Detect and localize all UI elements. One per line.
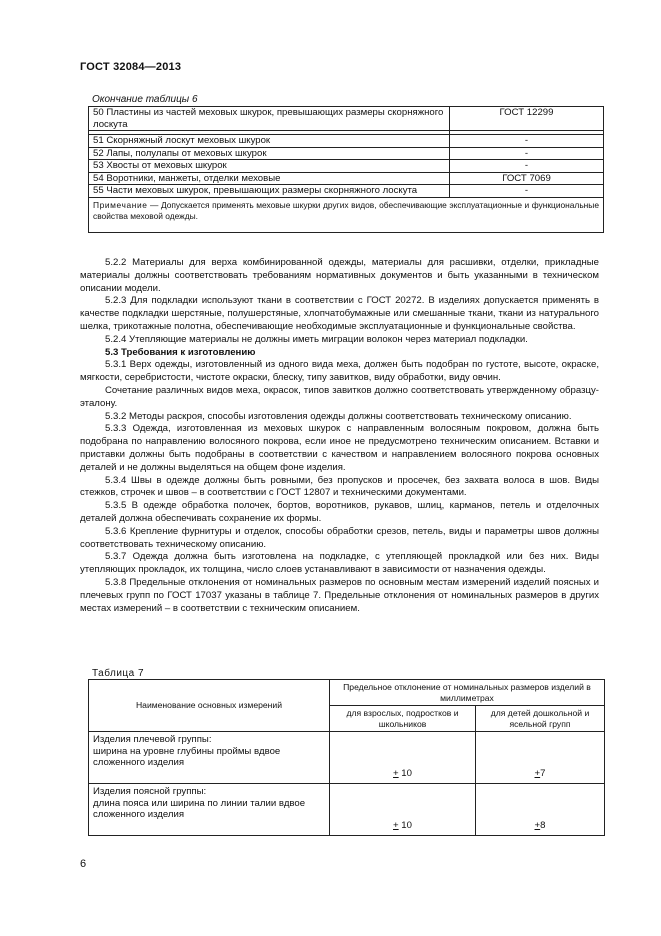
table-row bbox=[89, 107, 604, 131]
document-header: ГОСТ 32084—2013 bbox=[80, 61, 182, 73]
table7-col1-header: Наименование основных измерений bbox=[89, 680, 330, 732]
table6-caption: Окончание таблицы 6 bbox=[92, 94, 198, 105]
plus-minus-sign: + bbox=[534, 767, 541, 779]
value: 10 bbox=[398, 767, 412, 779]
table6 bbox=[88, 106, 604, 233]
table6-cell-name: 55 Части меховых шкурок, превышающих размеры скорняжного лоскута bbox=[89, 185, 450, 198]
value: 8 bbox=[540, 819, 546, 831]
table7-cell-child bbox=[476, 732, 605, 784]
table7-col2-header: для взрослых, подростков и школьников bbox=[330, 706, 476, 732]
note-text: — Допускается применять меховые шкурки других видов, обеспечивающие эксплуатационные и функциональные свойства меховой одежды. bbox=[93, 199, 599, 221]
paragraph-5-3-3: 5.3.3 Одежда, изготовленная из меховых шкурок с направленным волосяным покровом, должна быть подобрана по направлению волосяного покрова, если иное не предусмотрено техническим описанием. Вставки и приставки должны быть подобраны в соответствии с качеством и направлением волосяного покрова основных деталей и не должны выделяться на общем фоне изделия. bbox=[80, 423, 599, 473]
paragraph-5-3-1: 5.3.1 Верх одежды, изготовленный из одного вида меха, должен быть подобран по густоте, высоте, окраске, мягкости, серебристости, чистоте окраски, блеску, типу завитков, виду обработки, виду овчин. bbox=[80, 359, 599, 384]
table7-cell-adult bbox=[330, 784, 476, 836]
table6-cell-std: - bbox=[450, 135, 604, 148]
table-row bbox=[89, 147, 604, 160]
table-row bbox=[89, 172, 604, 185]
paragraph-5-3-8: 5.3.8 Предельные отклонения от номинальных размеров по основным местам измерений изделий поясных и плечевых групп по ГОСТ 17037 указаны в таблице 7. Предельные отклонения от номинальных размеров в других местах измерений – в соответствии с техническим описанием. bbox=[80, 576, 599, 614]
section-heading-5-3: 5.3 Требования к изготовлению bbox=[105, 346, 256, 358]
table7-cell-name: Изделия поясной группы: длина пояса или ширина по линии талии вдвое сложенного изделия bbox=[89, 784, 330, 836]
table6-cell-std: ГОСТ 7069 bbox=[450, 172, 604, 185]
table6-note-row bbox=[89, 197, 604, 232]
table6-cell-std: ГОСТ 12299 bbox=[450, 107, 604, 131]
table6-cell-name: 52 Лапы, полулапы от меховых шкурок bbox=[89, 147, 450, 160]
note-label: Примечание bbox=[93, 199, 148, 210]
table7-col-group-header: Предельное отклонение от номинальных размеров изделий в миллиметрах bbox=[330, 680, 605, 706]
table-row bbox=[89, 160, 604, 173]
table6-cell-name: 51 Скорняжный лоскут меховых шкурок bbox=[89, 135, 450, 148]
table6-cell-name: 54 Воротники, манжеты, отделки меховые bbox=[89, 172, 450, 185]
paragraph-5-2-4: 5.2.4 Утепляющие материалы не должны иметь миграции волокон через материал подкладки. bbox=[105, 333, 528, 345]
plus-minus-sign: + bbox=[393, 767, 399, 779]
table7-cell-name: Изделия плечевой группы: ширина на уровне глубины проймы вдвое сложенного изделия bbox=[89, 732, 330, 784]
paragraph-5-2-2: 5.2.2 Материалы для верха комбинированной одежды, материалы для расшивки, отделки, прикладные материалы должны соответствовать требованиям нормативных документов и быть указанными в техническом описании модели. bbox=[80, 257, 599, 294]
table7-caption: Таблица 7 bbox=[92, 668, 145, 679]
table6-cell-std: - bbox=[450, 160, 604, 173]
paragraph-5-3-4: 5.3.4 Швы в одежде должны быть ровными, без пропусков и просечек, без захвата волоса в шов. Виды стежков, строчек и швов – в соответствии с ГОСТ 12807 и техническими документами. bbox=[80, 474, 599, 499]
table7 bbox=[88, 679, 605, 836]
table7-cell-adult bbox=[330, 732, 476, 784]
paragraph-5-2-3: 5.2.3 Для подкладки используют ткани в соответствии с ГОСТ 20272. В изделиях допускается применять в качестве подкладки шерстяные, полушерстяные, хлопчатобумажные или смешанные ткани, ткани из натурального шелка, трикотажные полотна, обеспечивающие необходимые эксплуатационные и функциональные свойства. bbox=[80, 295, 599, 332]
page-number: 6 bbox=[80, 858, 87, 870]
paragraph-5-3-5: 5.3.5 В одежде обработка полочек, бортов, воротников, рукавов, шлиц, карманов, петель и отделочных деталей должна обеспечивать сохранение их формы. bbox=[80, 500, 599, 524]
table7-cell-child bbox=[476, 784, 605, 836]
table6-cell-name: 50 Пластины из частей меховых шкурок, превышающих размеры скорняжного лоскута bbox=[89, 107, 450, 131]
paragraph-5-3-2: 5.3.2 Методы раскроя, способы изготовления одежды должны соответствовать техническому описанию. bbox=[105, 410, 572, 422]
paragraph-5-3-6: 5.3.6 Крепление фурнитуры и отделок, способы обработки срезов, петель, виды и параметры швов должны соответствовать техническому описанию. bbox=[80, 525, 599, 550]
table-row bbox=[89, 185, 604, 198]
table6-cell-name: 53 Хвосты от меховых шкурок bbox=[89, 160, 450, 173]
paragraph-5-3-7: 5.3.7 Одежда должна быть изготовлена на подкладке, с утепляющей прокладкой или без них. Виды утепляющих прокладок, их толщина, число слоев устанавливают в зависимости от назначения одежды. bbox=[80, 551, 599, 576]
table7-col3-header: для детей дошкольной и ясельной групп bbox=[476, 706, 605, 732]
table-row bbox=[89, 135, 604, 148]
plus-minus-sign: + bbox=[393, 819, 399, 831]
value: 7 bbox=[540, 767, 546, 779]
table6-cell-std: - bbox=[450, 147, 604, 160]
body-text bbox=[80, 257, 599, 615]
table6-note bbox=[89, 197, 604, 232]
plus-minus-sign: + bbox=[534, 819, 541, 831]
table-row bbox=[89, 732, 605, 784]
table6-cell-std: - bbox=[450, 185, 604, 198]
table-row bbox=[89, 784, 605, 836]
table7-header-row bbox=[89, 680, 605, 706]
value: 10 bbox=[398, 819, 412, 831]
paragraph-5-3-1-b: Сочетание различных видов меха, окрасок, типов завитков должно соответствовать утвержденному образцу-эталону. bbox=[80, 384, 599, 409]
